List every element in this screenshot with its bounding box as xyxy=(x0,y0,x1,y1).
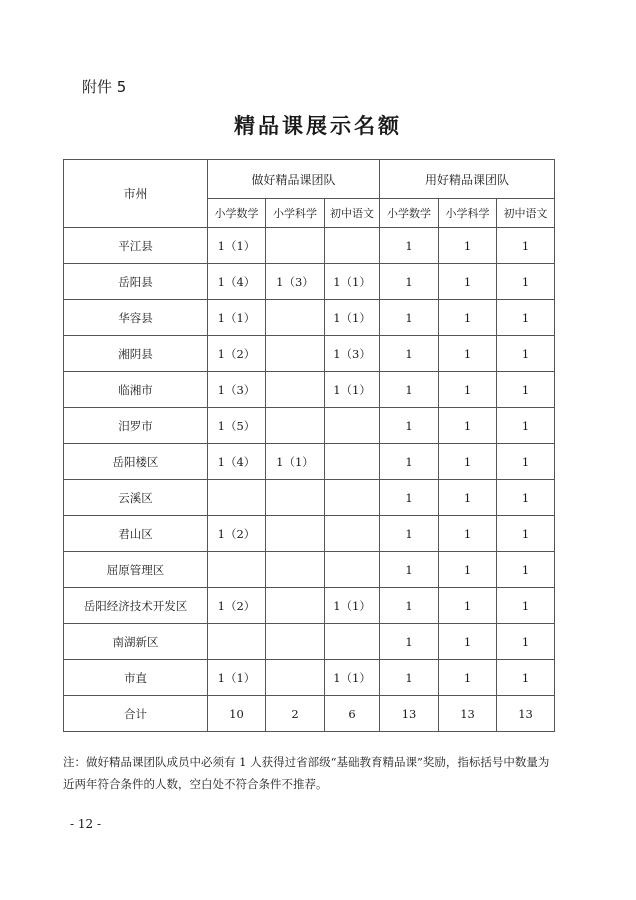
table-row xyxy=(64,300,555,336)
table-cell xyxy=(266,336,325,372)
table-cell xyxy=(325,624,380,660)
table-cell: 1 xyxy=(497,516,555,552)
page-title: 精品课展示名额 xyxy=(234,114,402,138)
table-cell: 1（1） xyxy=(325,660,380,696)
table-cell: 1 xyxy=(380,372,439,408)
table-cell: 1（4） xyxy=(208,444,266,480)
table-cell: 1 xyxy=(497,588,555,624)
row-label: 岳阳县 xyxy=(64,264,208,300)
table-cell xyxy=(266,408,325,444)
table-cell: 1 xyxy=(380,588,439,624)
table-cell xyxy=(325,516,380,552)
table-cell: 1 xyxy=(439,408,497,444)
table-cell xyxy=(266,552,325,588)
table-cell: 1 xyxy=(497,336,555,372)
table-cell: 1 xyxy=(497,480,555,516)
table-cell: 1 xyxy=(439,336,497,372)
table-cell: 1 xyxy=(497,444,555,480)
table-cell: 1 xyxy=(380,660,439,696)
table-row xyxy=(64,660,555,696)
attachment-label: 附件 5 xyxy=(82,78,127,96)
table-cell xyxy=(325,408,380,444)
table-cell xyxy=(266,516,325,552)
table-cell xyxy=(266,372,325,408)
table-row xyxy=(64,588,555,624)
table-cell: 1 xyxy=(439,588,497,624)
table-cell xyxy=(208,552,266,588)
table-cell: 1 xyxy=(439,480,497,516)
table-cell: 10 xyxy=(208,696,266,732)
row-label: 岳阳楼区 xyxy=(64,444,208,480)
subheader: 初中语文 xyxy=(325,199,380,228)
table-row xyxy=(64,624,555,660)
row-label: 湘阴县 xyxy=(64,336,208,372)
footnote: 注：做好精品课团队成员中必须有 1 人获得过省部级“基础教育精品课”奖励，指标括号中数量为近两年符合条件的人数，空白处不符合条件不推荐。 xyxy=(63,755,550,791)
table-cell: 1 xyxy=(497,372,555,408)
row-label: 市直 xyxy=(64,660,208,696)
row-label: 汨罗市 xyxy=(64,408,208,444)
table-cell xyxy=(266,480,325,516)
table-row xyxy=(64,336,555,372)
table-cell: 13 xyxy=(380,696,439,732)
table-cell: 1 xyxy=(439,552,497,588)
table-cell: 2 xyxy=(266,696,325,732)
table-cell xyxy=(266,228,325,264)
subheader: 小学数学 xyxy=(380,199,439,228)
table-cell xyxy=(325,444,380,480)
table-cell xyxy=(325,552,380,588)
subheader: 小学科学 xyxy=(439,199,497,228)
table-cell: 1（2） xyxy=(208,336,266,372)
table-body xyxy=(64,228,555,732)
table-cell: 1（1） xyxy=(208,300,266,336)
row-label: 屈原管理区 xyxy=(64,552,208,588)
table-cell: 1（3） xyxy=(208,372,266,408)
page-number: - 12 - xyxy=(70,817,102,831)
table-cell: 1 xyxy=(497,408,555,444)
table-cell: 1（1） xyxy=(208,228,266,264)
table-cell: 1 xyxy=(380,228,439,264)
subheader: 小学数学 xyxy=(208,199,266,228)
row-label: 华容县 xyxy=(64,300,208,336)
table-cell xyxy=(266,588,325,624)
table-row xyxy=(64,408,555,444)
table-cell: 13 xyxy=(439,696,497,732)
table-cell: 1 xyxy=(497,228,555,264)
row-label: 君山区 xyxy=(64,516,208,552)
table-cell xyxy=(325,480,380,516)
table-cell: 1 xyxy=(497,300,555,336)
header-city: 市州 xyxy=(64,160,208,228)
table-cell: 1 xyxy=(380,444,439,480)
row-label: 南湖新区 xyxy=(64,624,208,660)
table-cell: 1 xyxy=(439,372,497,408)
row-label: 岳阳经济技术开发区 xyxy=(64,588,208,624)
table-cell: 1（4） xyxy=(208,264,266,300)
table-cell: 1（1） xyxy=(208,660,266,696)
row-label: 合计 xyxy=(64,696,208,732)
table-cell: 1 xyxy=(497,660,555,696)
table-cell xyxy=(325,228,380,264)
table-cell: 1（5） xyxy=(208,408,266,444)
table-cell: 1 xyxy=(439,264,497,300)
table-cell: 1 xyxy=(380,624,439,660)
table-cell: 1 xyxy=(380,408,439,444)
table-cell: 1 xyxy=(497,264,555,300)
table-cell: 1 xyxy=(380,480,439,516)
table-cell: 1 xyxy=(439,660,497,696)
table-cell: 1 xyxy=(497,552,555,588)
table-cell: 1 xyxy=(439,444,497,480)
table-cell: 1（2） xyxy=(208,516,266,552)
table-cell: 1 xyxy=(439,516,497,552)
table-cell xyxy=(266,624,325,660)
table-cell: 1 xyxy=(380,552,439,588)
quota-table xyxy=(63,159,555,732)
table-cell: 1（1） xyxy=(325,264,380,300)
table-cell: 13 xyxy=(497,696,555,732)
table-cell: 1 xyxy=(380,300,439,336)
table-cell: 1 xyxy=(380,264,439,300)
table-cell xyxy=(266,660,325,696)
table-row xyxy=(64,480,555,516)
table-row xyxy=(64,372,555,408)
table-cell: 1（1） xyxy=(325,588,380,624)
header-group-make: 做好精品课团队 xyxy=(208,160,380,199)
subheader: 初中语文 xyxy=(497,199,555,228)
row-label: 临湘市 xyxy=(64,372,208,408)
table-row xyxy=(64,228,555,264)
table-row xyxy=(64,552,555,588)
table-cell: 1（1） xyxy=(266,444,325,480)
table-cell: 6 xyxy=(325,696,380,732)
table-cell: 1（3） xyxy=(266,264,325,300)
subheader: 小学科学 xyxy=(266,199,325,228)
table-row xyxy=(64,264,555,300)
table-cell: 1（1） xyxy=(325,300,380,336)
table-cell: 1 xyxy=(497,624,555,660)
table-cell xyxy=(266,300,325,336)
table-cell: 1 xyxy=(439,300,497,336)
table-row xyxy=(64,444,555,480)
table-cell xyxy=(208,624,266,660)
row-label: 平江县 xyxy=(64,228,208,264)
table-cell xyxy=(208,480,266,516)
table-cell: 1 xyxy=(380,336,439,372)
table-cell: 1 xyxy=(439,624,497,660)
table-row xyxy=(64,516,555,552)
row-label: 云溪区 xyxy=(64,480,208,516)
header-group-use: 用好精品课团队 xyxy=(380,160,555,199)
table-cell: 1 xyxy=(439,228,497,264)
table-cell: 1（2） xyxy=(208,588,266,624)
table-cell: 1（1） xyxy=(325,372,380,408)
total-row xyxy=(64,696,555,732)
table-cell: 1（3） xyxy=(325,336,380,372)
table-cell: 1 xyxy=(380,516,439,552)
